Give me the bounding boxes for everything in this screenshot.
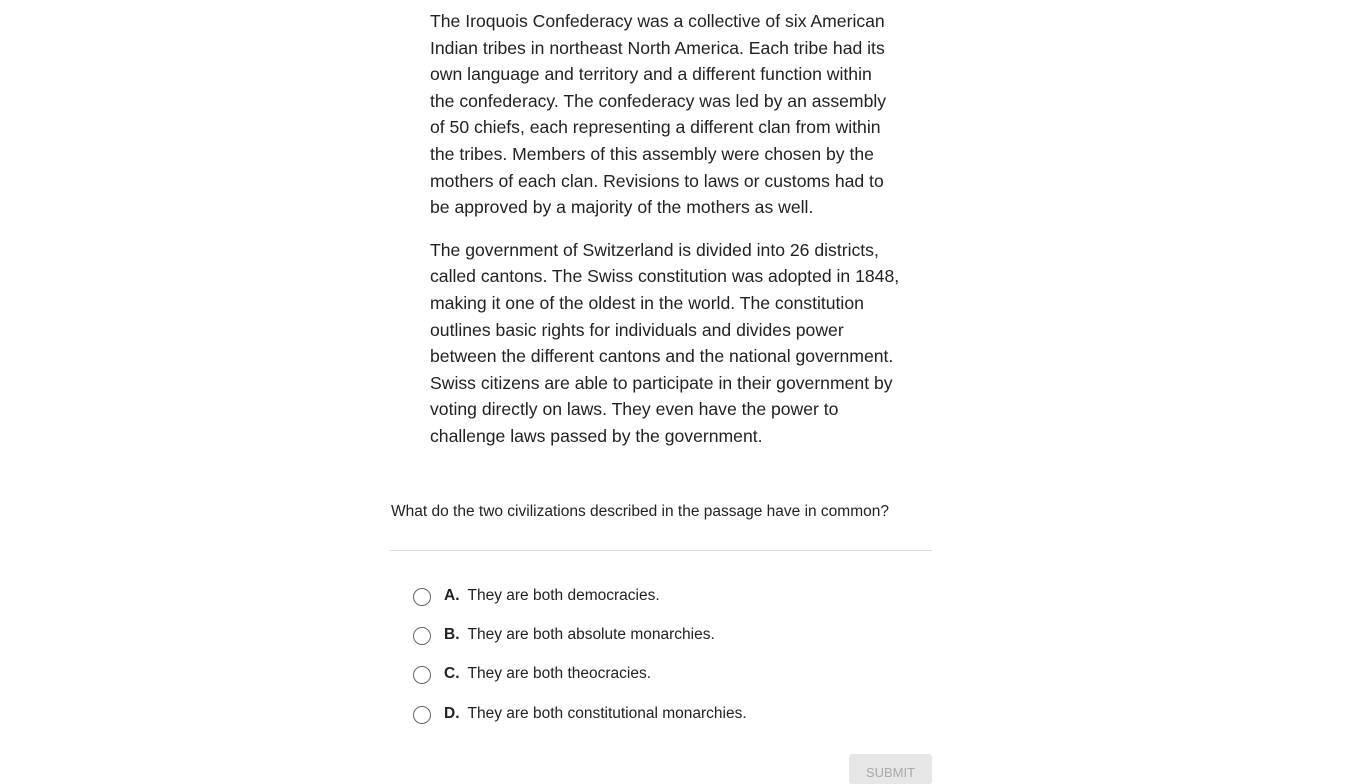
choice-text: They are both theocracies. [467,665,652,683]
choice-text: They are both constitutional monarchies. [467,704,747,722]
answer-choices [413,576,747,733]
choice-letter: C. [444,665,460,683]
radio-button-icon[interactable] [413,588,431,606]
choice-text: They are both absolute monarchies. [467,625,715,643]
choice-letter: B. [444,625,460,643]
divider [390,550,932,551]
choice-a[interactable] [413,576,747,615]
radio-button-icon[interactable] [413,706,431,724]
choice-letter: D. [444,704,460,722]
submit-button[interactable]: SUBMIT [849,754,932,784]
radio-button-icon[interactable] [413,666,431,684]
choice-c[interactable] [413,655,747,694]
passage-paragraph-switzerland: The government of Switzerland is divided into 26 districts, called cantons. The Swiss constitution was adopted in 1848, making it one of the oldest in the world. The constitution outlines basic rights for individuals and divides power between the different cantons and the national government. Swiss citizens are able to participate in their government by voting directly on laws. They even have the power to challenge laws passed by the government. [430,239,900,446]
passage-paragraph-iroquois: The Iroquois Confederacy was a collective of six American Indian tribes in northeast North America. Each tribe had its own language and territory and a different function within the confederacy. The confederacy was led by an assembly of 50 chiefs, each representing a different clan from within the tribes. Members of this assembly were chosen by the mothers of each clan. Revisions to laws or customs had to be approved by a majority of the mothers as well. [430,11,887,218]
choice-b[interactable] [413,615,747,654]
choice-text: They are both democracies. [467,586,660,604]
choice-d[interactable] [413,694,747,733]
question-text: What do the two civilizations described in the passage have in common? [391,503,889,520]
radio-button-icon[interactable] [413,627,431,645]
passage [430,8,900,466]
choice-letter: A. [444,586,460,604]
